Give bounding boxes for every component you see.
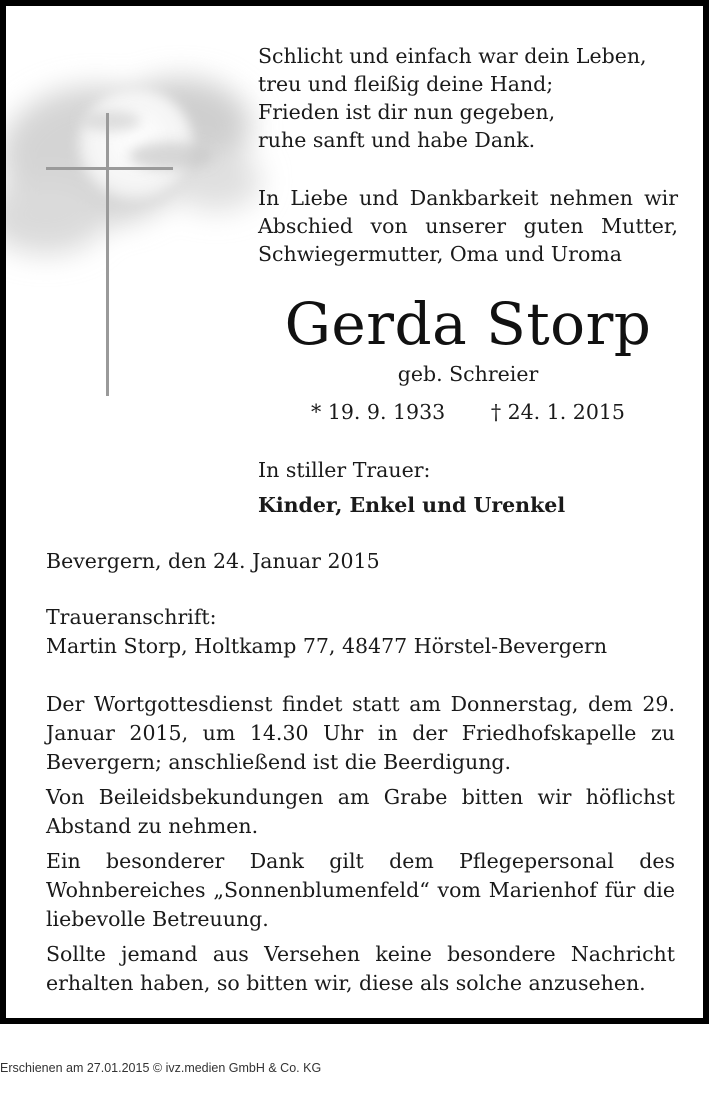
birth-date: * 19. 9. 1933 [311, 400, 446, 424]
paragraph-thanks: Ein besonderer Dank gilt dem Pflegepersonal des Wohnbereiches „Sonnenblumenfeld“ vom Marienhof für die liebevolle Betreuung. [46, 849, 675, 931]
birth-name: geb. Schreier [397, 362, 539, 386]
death-date: † 24. 1. 2015 [490, 400, 625, 424]
publication-footer: Erschienen am 27.01.2015 © ivz.medien GmbH & Co. KG [0, 1061, 322, 1075]
address-value: Martin Storp, Holtkamp 77, 48477 Hörstel-Bevergern [46, 634, 608, 658]
poem-line: treu und fleißig deine Hand; [258, 72, 554, 96]
farewell-intro [258, 184, 678, 268]
notice-body [46, 690, 675, 1004]
paragraph-service: Der Wortgottesdienst findet statt am Donnerstag, dem 29. Januar 2015, um 14.30 Uhr in der Friedhofskapelle zu Bevergern; anschließend ist die Beerdigung. [46, 692, 675, 774]
intro-line: Abschied von unserer guten Mutter, [258, 214, 678, 238]
poem-line: ruhe sanft und habe Dank. [258, 128, 536, 152]
mourning-label: In stiller Trauer: [258, 458, 431, 482]
poem-line: Schlicht und einfach war dein Leben, [258, 44, 647, 68]
life-dates [258, 398, 678, 426]
mourning-address [46, 603, 607, 661]
intro-line: Schwiegermutter, Oma und Uroma [258, 242, 622, 266]
intro-line: In Liebe und Dankbarkeit nehmen wir [258, 186, 678, 210]
paragraph-condolences: Von Beileidsbekundungen am Grabe bitten wir höflichst Abstand zu nehmen. [46, 785, 675, 838]
deceased-name: Gerda Storp [284, 290, 652, 358]
mourners: Kinder, Enkel und Urenkel [258, 493, 566, 517]
address-label: Traueranschrift: [46, 605, 217, 629]
paragraph-notice: Sollte jemand aus Versehen keine besondere Nachricht erhalten haben, so bitten wir, diese als solche anzusehen. [46, 942, 675, 995]
place-date: Bevergern, den 24. Januar 2015 [46, 549, 380, 573]
poem-line: Frieden ist dir nun gegeben, [258, 100, 556, 124]
poem [258, 42, 678, 154]
